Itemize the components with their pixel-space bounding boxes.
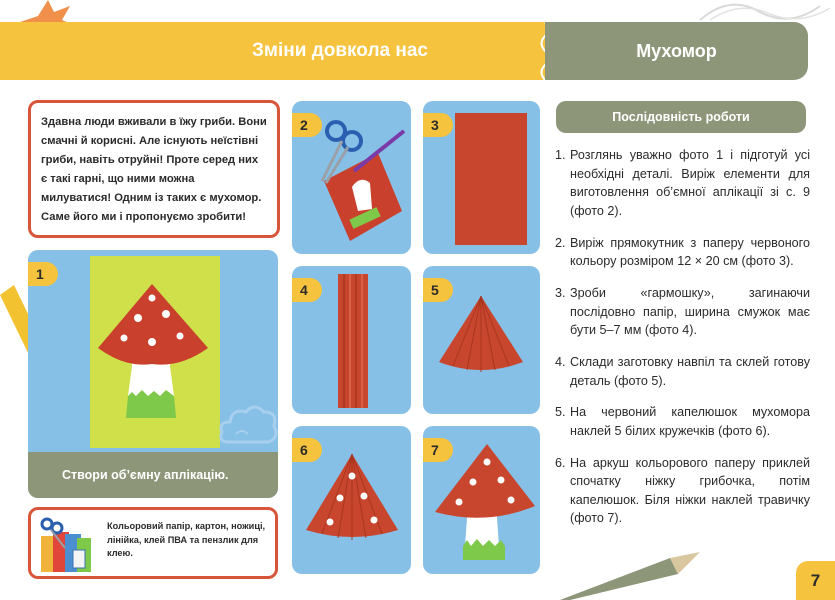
cloud-decoration-icon <box>218 402 280 454</box>
step-number: 6. <box>555 455 566 470</box>
step-item <box>555 284 810 340</box>
topic-title: Мухомор <box>636 41 717 61</box>
photo-3 <box>423 101 540 254</box>
photo-number: 7 <box>423 438 453 462</box>
photo-6 <box>292 426 411 574</box>
step-number: 4. <box>555 354 566 369</box>
intro-text-box <box>28 100 280 238</box>
photo-number: 6 <box>292 438 322 462</box>
step-text: Розглянь уважно фото 1 і підготуй усі необхідні деталі. Виріж елементи для виготовлення об’ємної аплікації зі с. 9 (фото 2). <box>570 148 810 218</box>
page-number: 7 <box>796 561 835 600</box>
step-number: 2. <box>555 235 566 250</box>
step-item <box>555 146 810 220</box>
step-item <box>555 454 810 528</box>
step-number: 3. <box>555 285 566 300</box>
step-item <box>555 234 810 271</box>
mushroom-applique-icon <box>90 256 220 448</box>
photo-number: 3 <box>423 113 453 137</box>
photo-5 <box>423 266 540 414</box>
step-number: 1. <box>555 148 566 162</box>
materials-box <box>28 507 278 579</box>
steps-title: Послідовність роботи <box>556 101 806 133</box>
step-number: 5. <box>555 405 566 420</box>
step-text: Зроби «гармошку», загинаючи послідовно папір, ширина смужок має бути 5–7 мм (фото 4). <box>570 285 810 338</box>
step-text: Виріж прямокутник з паперу червоного кольору розміром 12 × 20 см (фото 3). <box>570 235 810 269</box>
green-cardboard <box>90 256 220 448</box>
swirl-decoration-icon <box>690 0 835 22</box>
topic-header <box>545 22 808 80</box>
photo-1-caption: Створи об’ємну аплікацію. <box>28 452 278 498</box>
photo-number: 4 <box>292 278 322 302</box>
step-item <box>555 403 810 440</box>
step-item <box>555 353 810 390</box>
photo-4 <box>292 266 411 414</box>
photo-number: 5 <box>423 278 453 302</box>
grey-pencil-icon <box>560 548 700 600</box>
section-header <box>0 22 545 80</box>
section-title: Зміни довкола нас <box>252 40 428 61</box>
photo-2 <box>292 101 411 254</box>
craft-materials-icon <box>35 514 103 576</box>
intro-text: Здавна люди вживали в їжу гриби. Вони смачні й корисні. Але існують неїстівні гриби, навіть отруйні! Проте серед них є такі гарні, що ними можна милуватися! Одним із таких є мухомор. Саме його ми і пропонуємо зробити! <box>41 116 267 223</box>
photo-1 <box>28 250 278 498</box>
photo-number: 1 <box>28 262 58 286</box>
step-text: Склади заготовку навпіл та склей готову деталь (фото 5). <box>570 354 810 388</box>
step-text: На аркуш кольорового паперу приклей спочатку ніжку грибочка, потім капелюшок. Біля ніжки наклей травичку (фото 7). <box>570 455 810 526</box>
materials-text: Кольоровий папір, картон, ножиці, лінійка, клей ПВА та пензлик для клею. <box>107 521 266 558</box>
step-text: На червоний капелюшок мухомора наклей 5 білих кружечків (фото 6). <box>570 405 810 438</box>
photo-7 <box>423 426 540 574</box>
steps-list <box>555 146 810 541</box>
photo-number: 2 <box>292 113 322 137</box>
